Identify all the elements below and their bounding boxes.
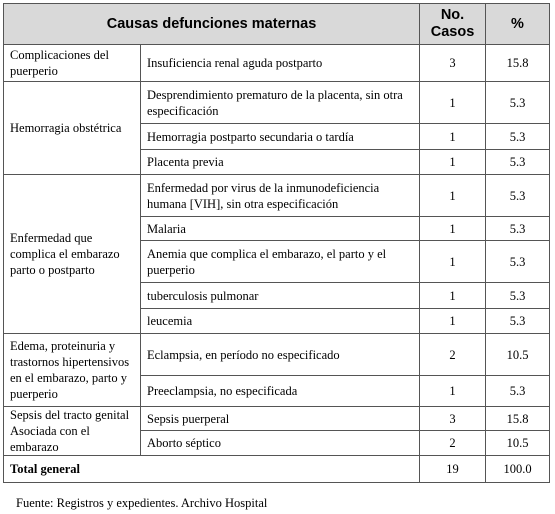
header-cause: Causas defunciones maternas — [4, 4, 420, 45]
cause-cell: Preeclampsia, no especificada — [141, 376, 420, 407]
cause-cell: Desprendimiento prematuro de la placenta, sin otra especificación — [141, 82, 420, 124]
cause-cell: Aborto séptico — [141, 431, 420, 456]
header-cases-line2: Casos — [430, 24, 475, 40]
percent-cell: 5.3 — [486, 309, 550, 334]
cases-cell: 2 — [420, 431, 486, 456]
header-cases-line1: No. — [440, 7, 465, 23]
percent-cell: 5.3 — [486, 217, 550, 241]
group-name: Complicaciones del puerperio — [4, 45, 141, 82]
total-percent: 100.0 — [486, 456, 550, 483]
group-name: Sepsis del tracto genital Asociada con el embarazo — [4, 407, 141, 456]
percent-cell: 5.3 — [486, 283, 550, 309]
percent-cell: 10.5 — [486, 431, 550, 456]
cause-cell: Placenta previa — [141, 150, 420, 175]
percent-cell: 5.3 — [486, 175, 550, 217]
cause-cell: Hemorragia postparto secundaria o tardía — [141, 124, 420, 150]
group-name: Hemorragia obstétrica — [4, 82, 141, 175]
table-row — [4, 175, 550, 217]
cases-cell: 1 — [420, 241, 486, 283]
cases-cell: 1 — [420, 283, 486, 309]
header-percent: % — [486, 4, 550, 45]
cause-cell: Anemia que complica el embarazo, el parto y el puerperio — [141, 241, 420, 283]
maternal-deaths-table — [3, 3, 550, 483]
percent-cell: 10.5 — [486, 334, 550, 376]
cases-cell: 1 — [420, 376, 486, 407]
cause-cell: Sepsis puerperal — [141, 407, 420, 431]
table-row — [4, 407, 550, 431]
cases-cell: 1 — [420, 82, 486, 124]
percent-cell: 5.3 — [486, 376, 550, 407]
cause-cell: Insuficiencia renal aguda postparto — [141, 45, 420, 82]
cases-cell: 2 — [420, 334, 486, 376]
cause-cell: Malaria — [141, 217, 420, 241]
header-cases — [420, 4, 486, 45]
percent-cell: 5.3 — [486, 124, 550, 150]
total-label: Total general — [4, 456, 420, 483]
cause-cell: tuberculosis pulmonar — [141, 283, 420, 309]
table-row — [4, 334, 550, 376]
total-cases: 19 — [420, 456, 486, 483]
percent-cell: 15.8 — [486, 45, 550, 82]
table-row — [4, 82, 550, 124]
cases-cell: 1 — [420, 150, 486, 175]
cause-cell: Eclampsia, en período no especificado — [141, 334, 420, 376]
percent-cell: 5.3 — [486, 82, 550, 124]
percent-cell: 5.3 — [486, 241, 550, 283]
cause-cell: leucemia — [141, 309, 420, 334]
cases-cell: 3 — [420, 45, 486, 82]
source-note: Fuente: Registros y expedientes. Archivo Hospital — [16, 496, 268, 510]
percent-cell: 5.3 — [486, 150, 550, 175]
cases-cell: 3 — [420, 407, 486, 431]
cause-cell: Enfermedad por virus de la inmunodeficiencia humana [VIH], sin otra especificación — [141, 175, 420, 217]
table-row — [4, 45, 550, 82]
table-header-row — [4, 4, 550, 45]
total-row — [4, 456, 550, 483]
group-name: Edema, proteinuria y trastornos hipertensivos en el embarazo, parto y puerperio — [4, 334, 141, 407]
cases-cell: 1 — [420, 217, 486, 241]
group-name: Enfermedad que complica el embarazo parto o postparto — [4, 175, 141, 334]
cases-cell: 1 — [420, 309, 486, 334]
percent-cell: 15.8 — [486, 407, 550, 431]
cases-cell: 1 — [420, 175, 486, 217]
cases-cell: 1 — [420, 124, 486, 150]
